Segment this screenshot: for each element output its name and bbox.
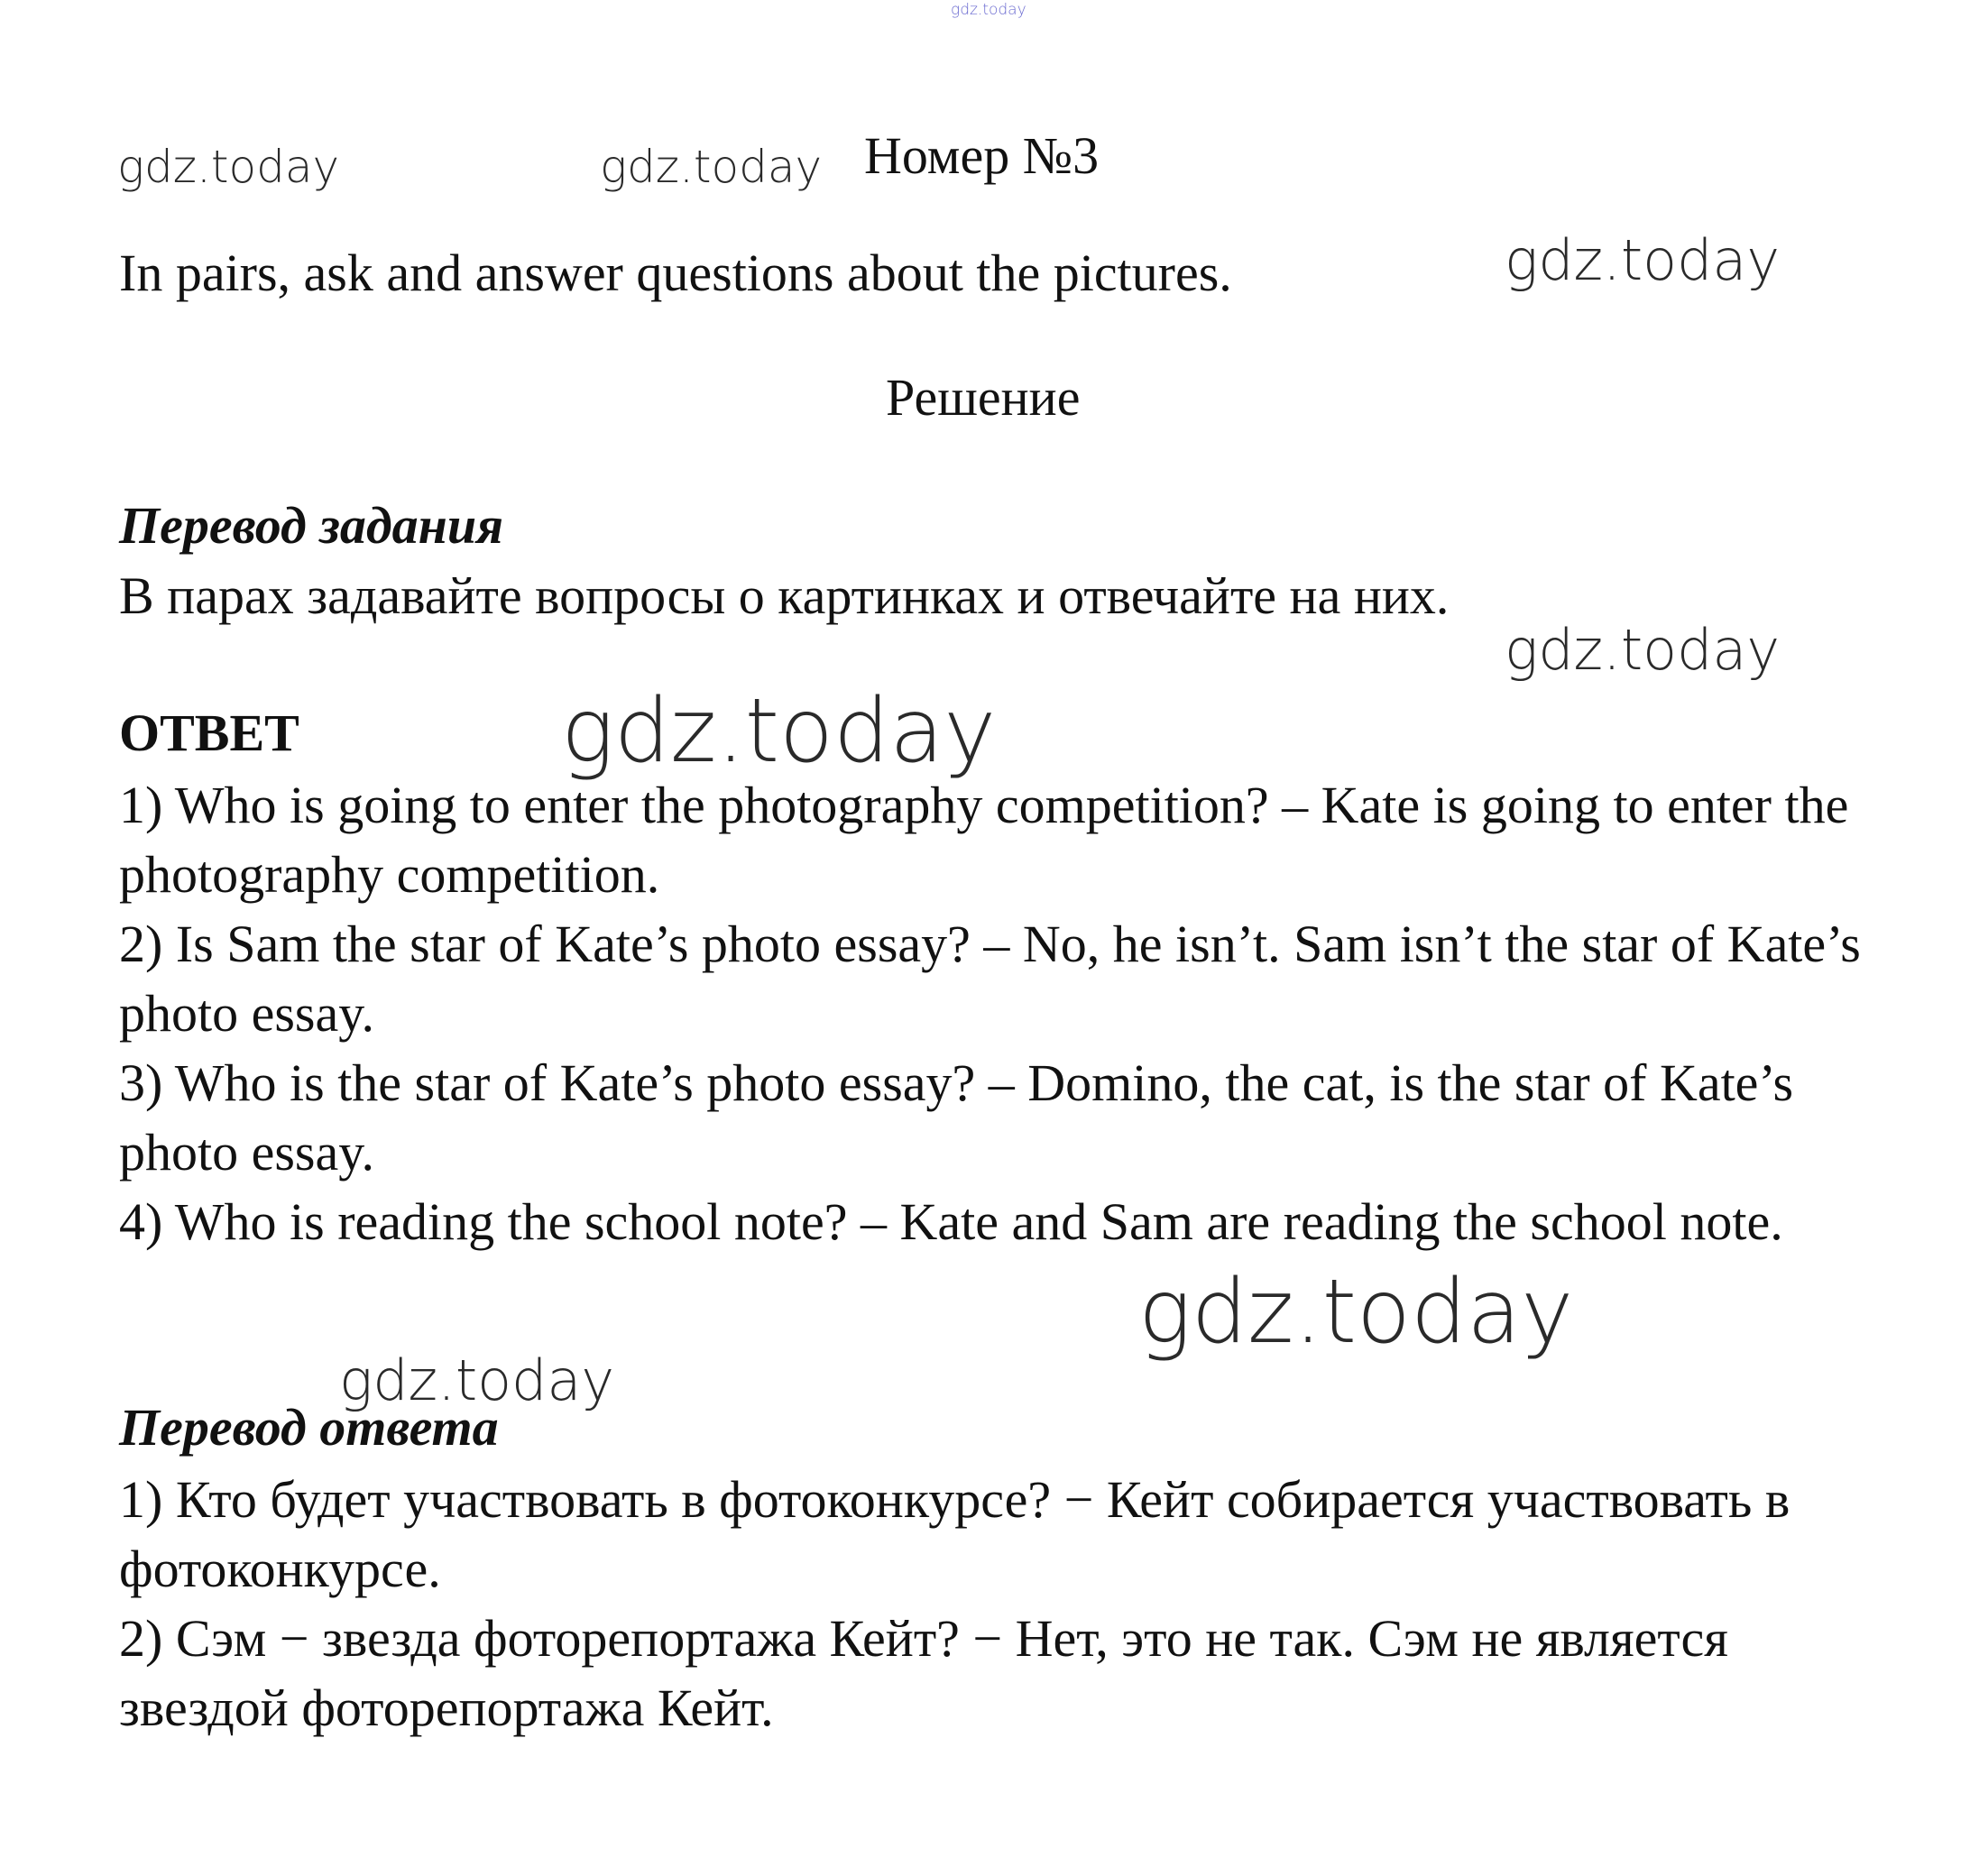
- page-title: Номер №3: [864, 126, 1100, 185]
- answer-translation-heading: Перевод ответа: [119, 1398, 499, 1457]
- answer-item: 4) Who is reading the school note? – Kate and Sam are reading the school note.: [119, 1192, 1783, 1251]
- answer-heading: ОТВЕТ: [119, 704, 299, 762]
- answer-translation-item: 1) Кто будет участвовать в фотоконкурсе? − Кейт собирается участвовать в фотоконкурсе.: [119, 1470, 1790, 1598]
- answer-item: 2) Is Sam the star of Kate’s photo essay? – No, he isn’t. Sam isn’t the star of Kate’s photo essay.: [119, 915, 1861, 1043]
- watermark: gdz.today: [339, 1347, 615, 1413]
- watermark: gdz.today: [600, 141, 823, 193]
- watermark: gdz.today: [561, 680, 997, 783]
- watermark: gdz.today: [1505, 617, 1781, 683]
- task-text: In pairs, ask and answer questions about the pictures.: [119, 244, 1232, 302]
- solution-label: Решение: [886, 368, 1081, 427]
- watermark: gdz.today: [1505, 227, 1781, 293]
- answer-item: 3) Who is the star of Kate’s photo essay? – Domino, the cat, is the star of Kate’s photo essay.: [119, 1053, 1794, 1182]
- watermark: gdz.today: [117, 141, 340, 193]
- task-translation-heading: Перевод задания: [119, 496, 503, 555]
- watermark-top: gdz.today: [951, 1, 1026, 19]
- answer-translation-item: 2) Сэм − звезда фоторепортажа Кейт? − Нет, это не так. Сэм не является звездой фоторепортажа Кейт.: [119, 1609, 1728, 1737]
- task-translation-text: В парах задавайте вопросы о картинках и отвечайте на них.: [119, 566, 1450, 625]
- answer-item: 1) Who is going to enter the photography competition? – Kate is going to enter the photography competition.: [119, 776, 1849, 904]
- watermark: gdz.today: [1138, 1261, 1574, 1364]
